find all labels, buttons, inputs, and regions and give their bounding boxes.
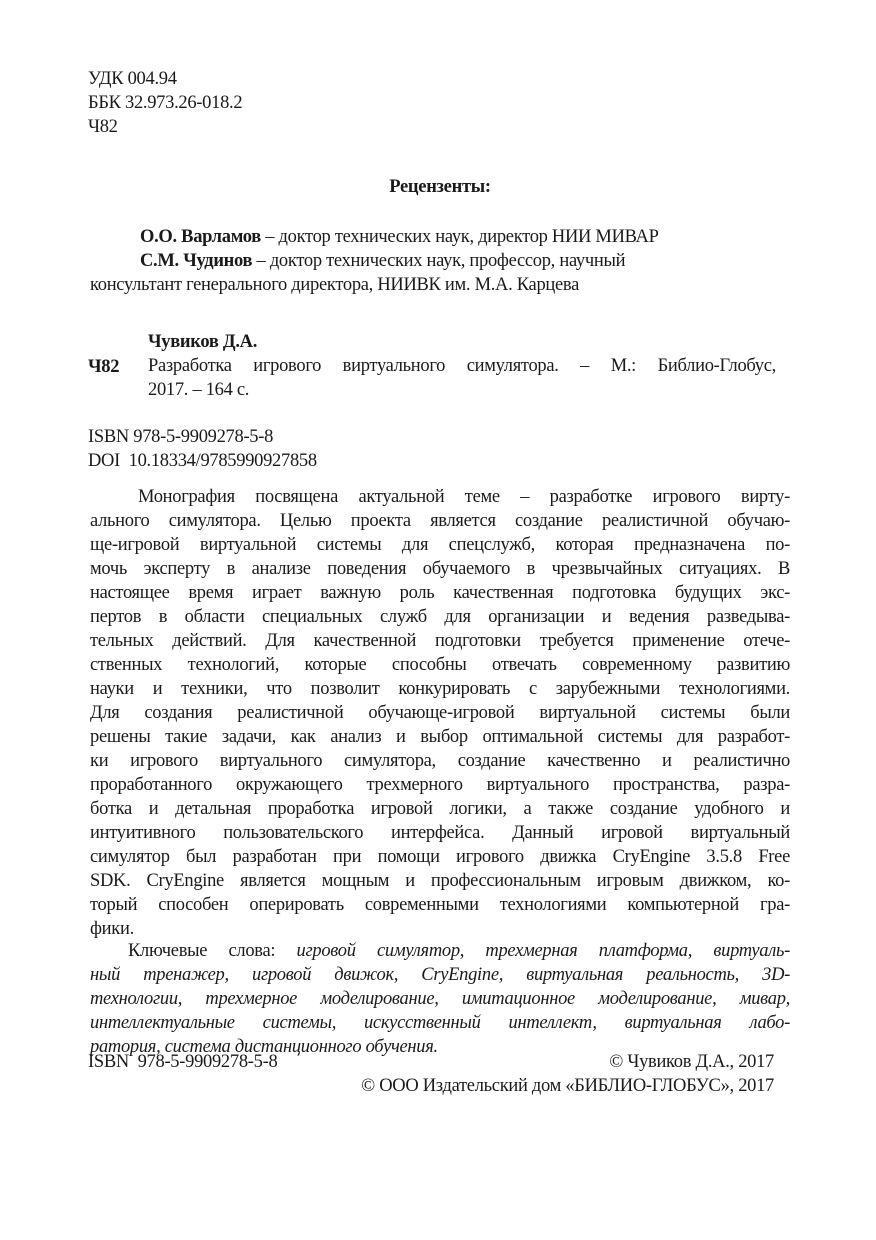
abstract-line: интуитивного пользовательского интерфейса. Данный игровой виртуальный: [90, 823, 790, 843]
keywords-line: технологии, трехмерное моделирование, имитационное моделирование, мивар,: [90, 989, 790, 1009]
keywords-line: ратория, система дистанционного обучения.: [90, 1037, 438, 1057]
footer-isbn: ISBN 978-5-9909278-5-8: [88, 1052, 278, 1072]
keywords-line: [90, 939, 790, 963]
bib-author: [148, 330, 776, 354]
bib-imprint: 2017. – 164 с.: [148, 380, 250, 400]
abstract-line: тельных действий. Для качественной подготовки требуется применение отече-: [90, 631, 790, 651]
reviewers-list: [90, 225, 659, 297]
abstract: [90, 485, 790, 941]
copyright-publisher: © ООО Издательский дом «БИБЛИО-ГЛОБУС», 2017: [361, 1076, 774, 1096]
bib-author-text: Чувиков Д.А.: [148, 332, 258, 352]
udk-code: УДК 004.94: [88, 69, 177, 89]
keywords-text: игровой симулятор, трехмерная платформа, виртуаль-: [296, 941, 790, 961]
abstract-line: симулятор был разработан при помощи игрового движка CryEngine 3.5.8 Free: [90, 847, 790, 867]
bbk-code: ББК 32.973.26-018.2: [88, 93, 243, 113]
reviewer-name: О.О. Варламов: [140, 227, 261, 247]
classification-block: [88, 67, 242, 139]
reviewers-heading-text: Рецензенты:: [389, 177, 491, 197]
abstract-line: настоящее время играет важную роль качественная подготовка будущих экс-: [90, 583, 790, 603]
bib-mark-text: Ч82: [88, 357, 120, 377]
keywords-line: ный тренажер, игровой движок, CryEngine, виртуальная реальность, 3D-: [90, 965, 790, 985]
keywords-label: Ключевые слова:: [128, 941, 297, 961]
bib-title: Разработка игрового виртуального симулятора. – М.: Библио-Глобус,: [148, 356, 776, 376]
abstract-line: ального симулятора. Целью проекта является создание реалистичной обучаю-: [90, 511, 790, 531]
keywords: [90, 939, 790, 1059]
copyright-block: [361, 1050, 774, 1098]
identifiers: [88, 425, 317, 473]
abstract-line: ственных технологий, которые способны отвечать современному развитию: [90, 655, 790, 675]
reviewer-name: С.М. Чудинов: [140, 251, 253, 271]
abstract-line: проработанного окружающего трехмерного виртуального пространства, разра-: [90, 775, 790, 795]
abstract-line: фики.: [90, 919, 134, 939]
reviewers-heading: [0, 175, 876, 199]
bib-mark: [88, 355, 119, 379]
abstract-line: Для создания реалистичной обучающе-игровой виртуальной системы были: [90, 703, 790, 723]
abstract-line: науки и техники, что позволит конкурировать с зарубежными технологиями.: [90, 679, 790, 699]
abstract-line: ще-игровой виртуальной системы для спецслужб, которая предназначена по-: [90, 535, 790, 555]
abstract-line: ботка и детальная проработка игровой логики, а также создание удобного и: [90, 799, 790, 819]
reviewer-2-continued: консультант генерального директора, НИИВК им. М.А. Карцева: [90, 275, 580, 295]
abstract-line: Монография посвящена актуальной теме – разработке игрового вирту-: [138, 487, 790, 507]
abstract-line: мочь эксперту в анализе поведения обучаемого в чрезвычайных ситуациях. В: [90, 559, 790, 579]
reviewer-desc: – доктор технических наук, директор НИИ МИВАР: [260, 227, 659, 247]
copyright-author: © Чувиков Д.А., 2017: [609, 1052, 774, 1072]
abstract-line: решены такие задачи, как анализ и выбор оптимальной системы для разработ-: [90, 727, 790, 747]
abstract-line: SDK. CryEngine является мощным и профессиональным игровым движком, ко-: [90, 871, 790, 891]
reviewer-1: [90, 225, 659, 249]
abstract-line: ки игрового виртуального симулятора, создание качественно и реалистично: [90, 751, 790, 771]
abstract-line: торый способен оперировать современными технологиями компьютерной гра-: [90, 895, 790, 915]
bib-record: [148, 330, 776, 402]
reviewer-desc: – доктор технических наук, профессор, научный: [252, 251, 626, 271]
isbn: ISBN 978-5-9909278-5-8: [88, 427, 274, 447]
keywords-line: интеллектуальные системы, искусственный интеллект, виртуальная лабо-: [90, 1013, 790, 1033]
reviewer-2: [90, 249, 659, 273]
doi: DOI 10.18334/9785990927858: [88, 451, 317, 471]
author-mark: Ч82: [88, 117, 118, 137]
abstract-line: пертов в области специальных служб для организации и ведения разведыва-: [90, 607, 790, 627]
